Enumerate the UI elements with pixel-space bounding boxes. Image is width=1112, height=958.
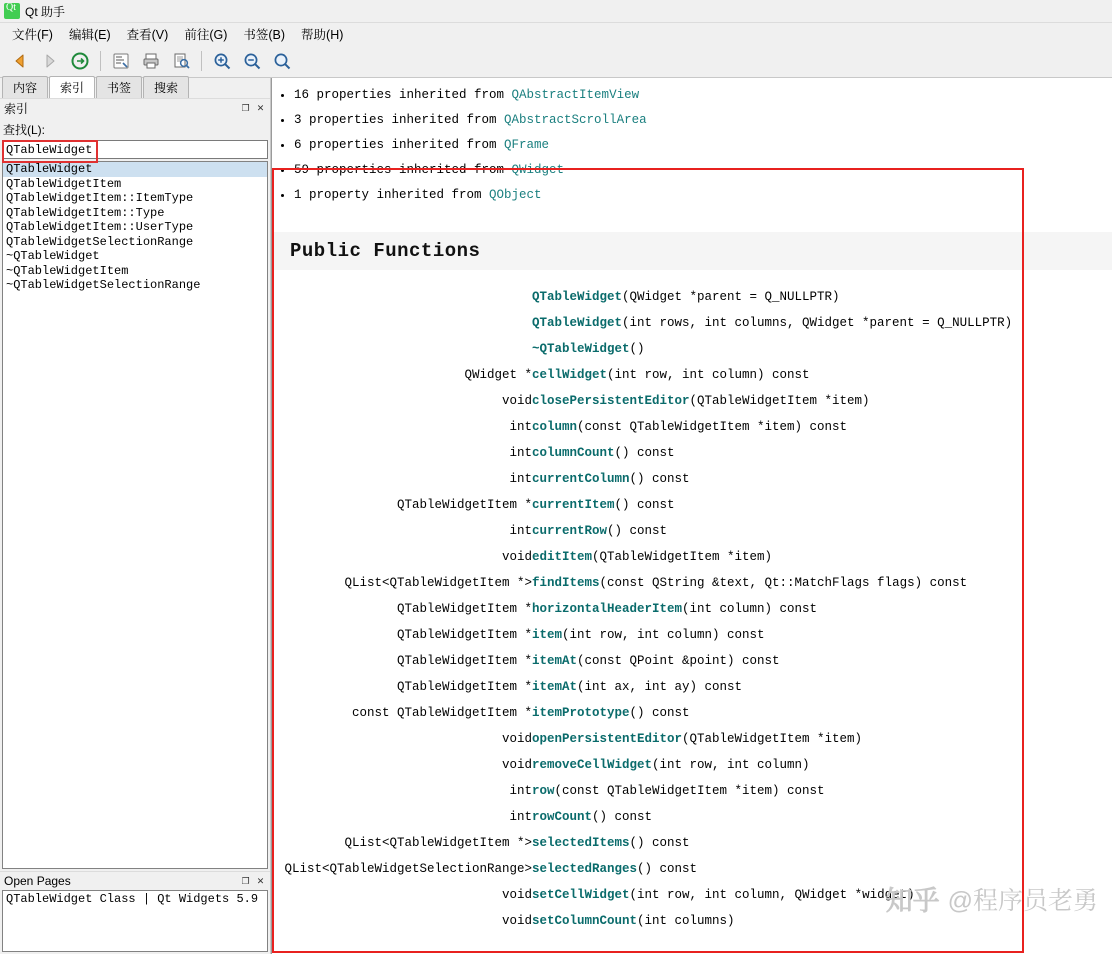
list-item[interactable]: QTableWidgetItem — [6, 176, 122, 191]
function-signature — [532, 726, 1112, 752]
function-params: (const QPoint &point) const — [577, 654, 780, 668]
function-link[interactable]: setCellWidget — [532, 888, 630, 902]
function-link[interactable]: selectedRanges — [532, 862, 638, 876]
function-signature — [532, 752, 1112, 778]
function-params: (int row, int column, QWidget *widget) — [629, 888, 915, 902]
function-params: () const — [614, 498, 675, 512]
function-params: (QTableWidgetItem *item) — [592, 550, 773, 564]
function-link[interactable]: itemAt — [532, 680, 578, 694]
function-signature — [532, 388, 1112, 414]
function-params: (QTableWidgetItem *item) — [682, 732, 863, 746]
watermark-text: @程序员老勇 — [947, 886, 1098, 915]
table-row — [272, 362, 1112, 388]
return-type: QList<QTableWidgetItem *> — [344, 576, 532, 590]
function-signature — [532, 544, 1112, 570]
table-row — [272, 674, 1112, 700]
table-row — [272, 284, 1112, 310]
function-signature — [532, 310, 1112, 336]
zoom-out-button[interactable] — [238, 47, 266, 75]
list-item[interactable]: QTableWidgetSelectionRange — [6, 234, 194, 249]
function-link[interactable]: closePersistentEditor — [532, 394, 690, 408]
inherited-count: 16 properties inherited from — [294, 88, 512, 102]
function-signature — [532, 466, 1112, 492]
function-signature — [532, 362, 1112, 388]
public-functions-table — [272, 284, 1112, 934]
index-panel-title: 索引 — [4, 101, 29, 116]
tab-bookmarks[interactable]: 书签 — [96, 76, 142, 98]
function-link[interactable]: setColumnCount — [532, 914, 638, 928]
bottom-strip — [0, 954, 1112, 958]
menu-help[interactable]: 帮助(H) — [301, 28, 344, 42]
index-panel-buttons — [240, 103, 268, 114]
table-row — [272, 310, 1112, 336]
return-type — [272, 284, 532, 310]
function-signature — [532, 284, 1112, 310]
function-params: (int ax, int ay) const — [577, 680, 743, 694]
function-params: (int columns) — [637, 914, 735, 928]
return-type: void — [501, 550, 532, 564]
function-params: (QWidget *parent = Q_NULLPTR) — [622, 290, 840, 304]
open-pages-title: Open Pages — [4, 874, 71, 888]
inherited-count: 6 properties inherited from — [294, 138, 505, 152]
return-type: void — [501, 888, 532, 902]
function-params: () const — [614, 446, 675, 460]
menu-bar — [0, 23, 1112, 45]
function-signature — [532, 518, 1112, 544]
page-title: Public Functions — [272, 232, 1112, 270]
function-link[interactable]: cellWidget — [532, 368, 608, 382]
window-title: Qt 助手 — [25, 4, 66, 19]
function-params: (int column) const — [682, 602, 818, 616]
main-body — [0, 78, 1112, 954]
return-type: int — [509, 784, 532, 798]
menu-bookmarks[interactable]: 书签(B) — [243, 28, 286, 42]
function-signature — [532, 596, 1112, 622]
float-icon[interactable]: ❐ — [241, 102, 250, 113]
function-link[interactable]: QTableWidget — [532, 290, 623, 304]
sidebar-tabs — [0, 78, 270, 98]
function-link[interactable]: currentColumn — [532, 472, 630, 486]
function-signature — [532, 700, 1112, 726]
function-link[interactable]: columnCount — [532, 446, 615, 460]
function-signature — [532, 882, 1112, 908]
tab-index[interactable]: 索引 — [49, 76, 95, 98]
back-button[interactable] — [6, 47, 34, 75]
print-button[interactable] — [137, 47, 165, 75]
list-item[interactable]: QTableWidgetItem::ItemType — [6, 191, 194, 205]
function-link[interactable]: editItem — [532, 550, 593, 564]
function-link[interactable]: itemPrototype — [532, 706, 630, 720]
table-row — [272, 336, 1112, 362]
title-bar — [0, 0, 1112, 23]
list-item[interactable]: ~QTableWidgetItem — [6, 263, 129, 278]
inherited-count: 59 properties inherited from — [294, 163, 512, 177]
return-type: QTableWidgetItem * — [396, 602, 532, 616]
return-type: QWidget * — [464, 368, 532, 382]
function-link[interactable]: selectedItems — [532, 836, 630, 850]
table-row — [272, 882, 1112, 908]
function-params: () const — [629, 836, 690, 850]
list-item[interactable]: QTableWidget Class | Qt Widgets 5.9 — [6, 892, 259, 906]
function-signature — [532, 674, 1112, 700]
table-row — [272, 856, 1112, 882]
float-icon[interactable]: ❐ — [241, 875, 250, 886]
function-signature — [532, 622, 1112, 648]
open-pages-header — [0, 871, 270, 890]
close-icon[interactable]: ✕ — [256, 102, 265, 113]
return-type: int — [509, 810, 532, 824]
list-item[interactable]: ~QTableWidgetSelectionRange — [6, 278, 201, 292]
table-row — [272, 544, 1112, 570]
function-link[interactable]: removeCellWidget — [532, 758, 653, 772]
function-params: () const — [607, 524, 668, 538]
function-params: (QTableWidgetItem *item) — [689, 394, 870, 408]
tab-contents[interactable]: 内容 — [2, 76, 48, 98]
function-params: () const — [629, 472, 690, 486]
list-item[interactable]: QTableWidgetItem::Type — [6, 205, 165, 220]
inherited-properties-item — [294, 134, 1112, 156]
return-type: int — [509, 420, 532, 434]
return-type: QTableWidgetItem * — [396, 628, 532, 642]
function-link[interactable]: horizontalHeaderItem — [532, 602, 683, 616]
return-type: int — [509, 472, 532, 486]
inherited-properties-item — [294, 184, 1112, 206]
inherited-properties-item — [294, 159, 1112, 181]
function-signature — [532, 648, 1112, 674]
table-row — [272, 388, 1112, 414]
function-params: (const QTableWidgetItem *item) const — [554, 784, 825, 798]
inherited-count: 3 properties inherited from — [294, 113, 505, 127]
function-link[interactable]: rowCount — [532, 810, 593, 824]
function-link[interactable]: findItems — [532, 576, 600, 590]
list-item[interactable]: ~QTableWidget — [6, 249, 100, 263]
table-row — [272, 570, 1112, 596]
function-link[interactable]: openPersistentEditor — [532, 732, 683, 746]
inherited-count: 1 property inherited from — [294, 188, 490, 202]
inherited-properties-item — [294, 109, 1112, 131]
function-signature — [532, 778, 1112, 804]
table-row — [272, 726, 1112, 752]
return-type: void — [501, 732, 532, 746]
return-type: int — [509, 524, 532, 538]
function-params: () const — [637, 862, 698, 876]
function-link[interactable]: item — [532, 628, 563, 642]
table-row — [272, 700, 1112, 726]
class-link[interactable]: QWidget — [511, 163, 565, 177]
function-params: (int rows, int columns, QWidget *parent = Q_NULLPTR) — [622, 316, 1013, 330]
table-row — [272, 622, 1112, 648]
function-link[interactable]: column — [532, 420, 578, 434]
function-params: (const QString &text, Qt::MatchFlags flags) const — [599, 576, 968, 590]
function-signature — [532, 908, 1112, 934]
function-params: (int row, int column) — [652, 758, 810, 772]
list-item[interactable]: QTableWidget — [3, 162, 267, 177]
menu-view[interactable]: 查看(V) — [126, 28, 169, 42]
watermark-logo: 知乎 — [885, 886, 940, 916]
find-label: 查找(L): — [3, 123, 46, 137]
class-link[interactable]: QAbstractItemView — [511, 88, 640, 102]
function-link[interactable]: QTableWidget — [532, 316, 623, 330]
function-params: () const — [629, 706, 690, 720]
function-signature — [532, 830, 1112, 856]
find-row — [0, 140, 270, 161]
function-signature — [532, 414, 1112, 440]
table-row — [272, 908, 1112, 934]
return-type: QList<QTableWidgetItem *> — [344, 836, 532, 850]
sync-toc-button[interactable] — [107, 47, 135, 75]
return-type: QList<QTableWidgetSelectionRange> — [284, 862, 532, 876]
sidebar — [0, 78, 271, 954]
function-link[interactable]: currentRow — [532, 524, 608, 538]
documentation-content — [272, 78, 1112, 954]
class-link[interactable]: QAbstractScrollArea — [504, 113, 647, 127]
return-type: void — [501, 758, 532, 772]
return-type: void — [501, 394, 532, 408]
search-input[interactable] — [2, 140, 268, 159]
tab-search[interactable]: 搜索 — [143, 76, 189, 98]
table-row — [272, 804, 1112, 830]
function-params: (int row, int column) const — [607, 368, 810, 382]
return-type: QTableWidgetItem * — [396, 654, 532, 668]
class-link[interactable]: QObject — [489, 188, 542, 202]
table-row — [272, 414, 1112, 440]
qt-logo-icon — [4, 3, 20, 19]
close-icon[interactable]: ✕ — [256, 875, 265, 886]
print-preview-button[interactable] — [167, 47, 195, 75]
function-signature — [532, 856, 1112, 882]
inherited-properties-item — [294, 84, 1112, 106]
table-row — [272, 492, 1112, 518]
menu-goto[interactable]: 前往(G) — [184, 28, 228, 42]
table-row — [272, 778, 1112, 804]
function-link[interactable]: currentItem — [532, 498, 615, 512]
table-row — [272, 752, 1112, 778]
function-link[interactable]: ~QTableWidget — [532, 342, 630, 356]
return-type: void — [501, 914, 532, 928]
return-type: QTableWidgetItem * — [396, 498, 532, 512]
function-params: (const QTableWidgetItem *item) const — [577, 420, 848, 434]
return-type: int — [509, 446, 532, 460]
function-signature — [532, 804, 1112, 830]
return-type — [272, 336, 532, 362]
return-type: QTableWidgetItem * — [396, 680, 532, 694]
inherited-properties-list — [272, 78, 1112, 206]
function-signature — [532, 440, 1112, 466]
menu-edit[interactable]: 编辑(E) — [68, 28, 111, 42]
table-row — [272, 518, 1112, 544]
index-panel-header — [0, 98, 270, 117]
function-link[interactable]: row — [532, 784, 555, 798]
function-signature — [532, 336, 1112, 362]
toolbar-separator-2 — [201, 51, 202, 71]
function-link[interactable]: itemAt — [532, 654, 578, 668]
open-pages-buttons — [240, 876, 268, 887]
menu-file[interactable]: 文件(F) — [12, 28, 53, 42]
function-signature — [532, 570, 1112, 596]
documentation-view[interactable] — [271, 78, 1112, 954]
open-pages-list[interactable] — [2, 890, 268, 952]
function-params: () const — [592, 810, 653, 824]
home-button[interactable] — [66, 47, 94, 75]
table-row — [272, 648, 1112, 674]
zoom-in-button[interactable] — [208, 47, 236, 75]
table-row — [272, 596, 1112, 622]
toolbar-separator-1 — [100, 51, 101, 71]
index-list[interactable] — [2, 161, 268, 869]
return-type: const QTableWidgetItem * — [351, 706, 532, 720]
function-params: (int row, int column) const — [562, 628, 765, 642]
zoom-reset-button[interactable] — [268, 47, 296, 75]
function-params: () — [629, 342, 645, 356]
table-row — [272, 466, 1112, 492]
return-type — [272, 310, 532, 336]
table-row — [272, 440, 1112, 466]
tool-bar — [0, 45, 1112, 78]
list-item[interactable]: QTableWidgetItem::UserType — [6, 220, 194, 234]
table-row — [272, 830, 1112, 856]
function-signature — [532, 492, 1112, 518]
class-link[interactable]: QFrame — [504, 138, 550, 152]
forward-button[interactable] — [36, 47, 64, 75]
